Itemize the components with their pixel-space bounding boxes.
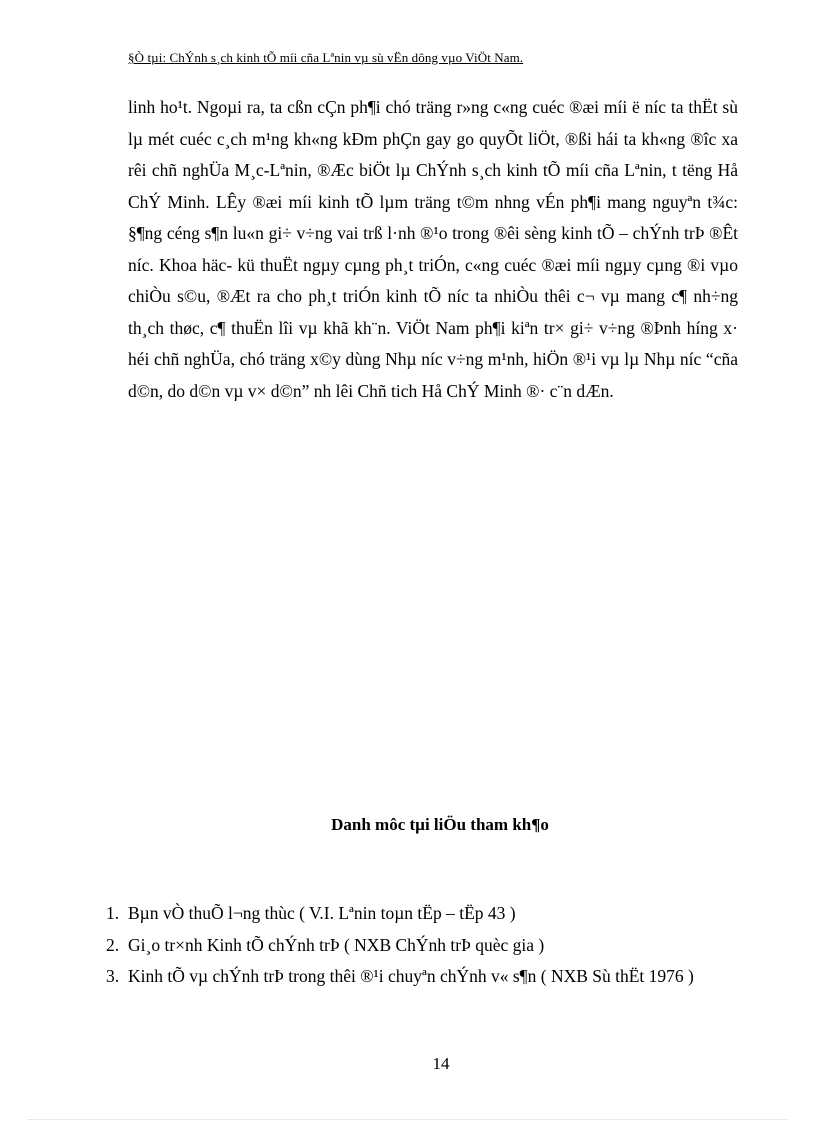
page-number: 14	[432, 1054, 450, 1073]
reference-text: Bµn vÒ thuÕ l¬ng thùc ( V.I. Lªnin toµn tËp – tËp 43 )	[128, 903, 516, 923]
reference-text: Gi¸o tr×nh Kinh tÕ chÝnh trÞ ( NXB ChÝnh trÞ quèc gia )	[128, 934, 545, 955]
reference-item	[106, 930, 740, 962]
reference-item	[106, 898, 740, 930]
page-bottom-divider	[28, 1119, 788, 1120]
reference-number: 1.	[106, 903, 120, 923]
references-title: Danh môc tµi liÖu tham kh¶o	[331, 815, 549, 834]
references-list	[106, 898, 740, 993]
reference-item	[106, 961, 740, 993]
reference-text: Kinh tÕ vµ chÝnh trÞ trong thêi ®¹i chuyªn chÝnh v« s¶n ( NXB Sù thËt 1976 )	[128, 966, 694, 986]
reference-number: 2.	[106, 934, 120, 955]
reference-number: 3.	[106, 966, 120, 986]
body-paragraph: linh ho¹t. Ngoµi ra, ta cßn cÇn ph¶i chó träng r»ng c«ng cuéc ®æi míi ë níc ta thËt sù lµ mét cuéc c¸ch m¹ng kh«ng kÐm phÇn gay go quyÕt liÖt, ®ßi hái ta kh«ng ®îc xa rêi chñ nghÜa M¸c-Lªnin, ®Æc biÖt lµ ChÝnh s¸ch kinh tÕ míi cña Lªnin, t tëng Hå ChÝ Minh. LÊy ®æi míi kinh tÕ lµm träng t©m nhng vÉn ph¶i mang nguyªn t¾c: §¶ng céng s¶n lu«n gi÷ v÷ng vai trß l·nh ®¹o trong ®êi sèng kinh tÕ – chÝnh trÞ ®Êt níc. Khoa häc- kü thuËt ngµy cµng ph¸t triÓn, c«ng cuéc ®æi míi ngµy cµng ®i vµo chiÒu s©u, ®Æt ra cho ph¸t triÓn kinh tÕ níc ta nhiÒu thêi c¬ vµ mang c¶ nh÷ng th¸ch thøc, c¶ thuËn lîi vµ khã kh¨n. ViÖt Nam ph¶i kiªn tr× gi÷ v÷ng ®Þnh híng x· héi chñ nghÜa, chó träng x©y dùng Nhµ níc v÷ng m¹nh, hiÖn ®¹i vµ lµ Nhµ níc “cña d©n, do d©n vµ v× d©n” nh lêi Chñ tich Hå ChÝ Minh ®· c¨n dÆn.	[128, 97, 738, 401]
running-header: §Ò tµi: ChÝnh s¸ch kinh tÕ míi cña Lªnin vµ sù vËn dông vµo ViÖt Nam.	[128, 50, 524, 65]
